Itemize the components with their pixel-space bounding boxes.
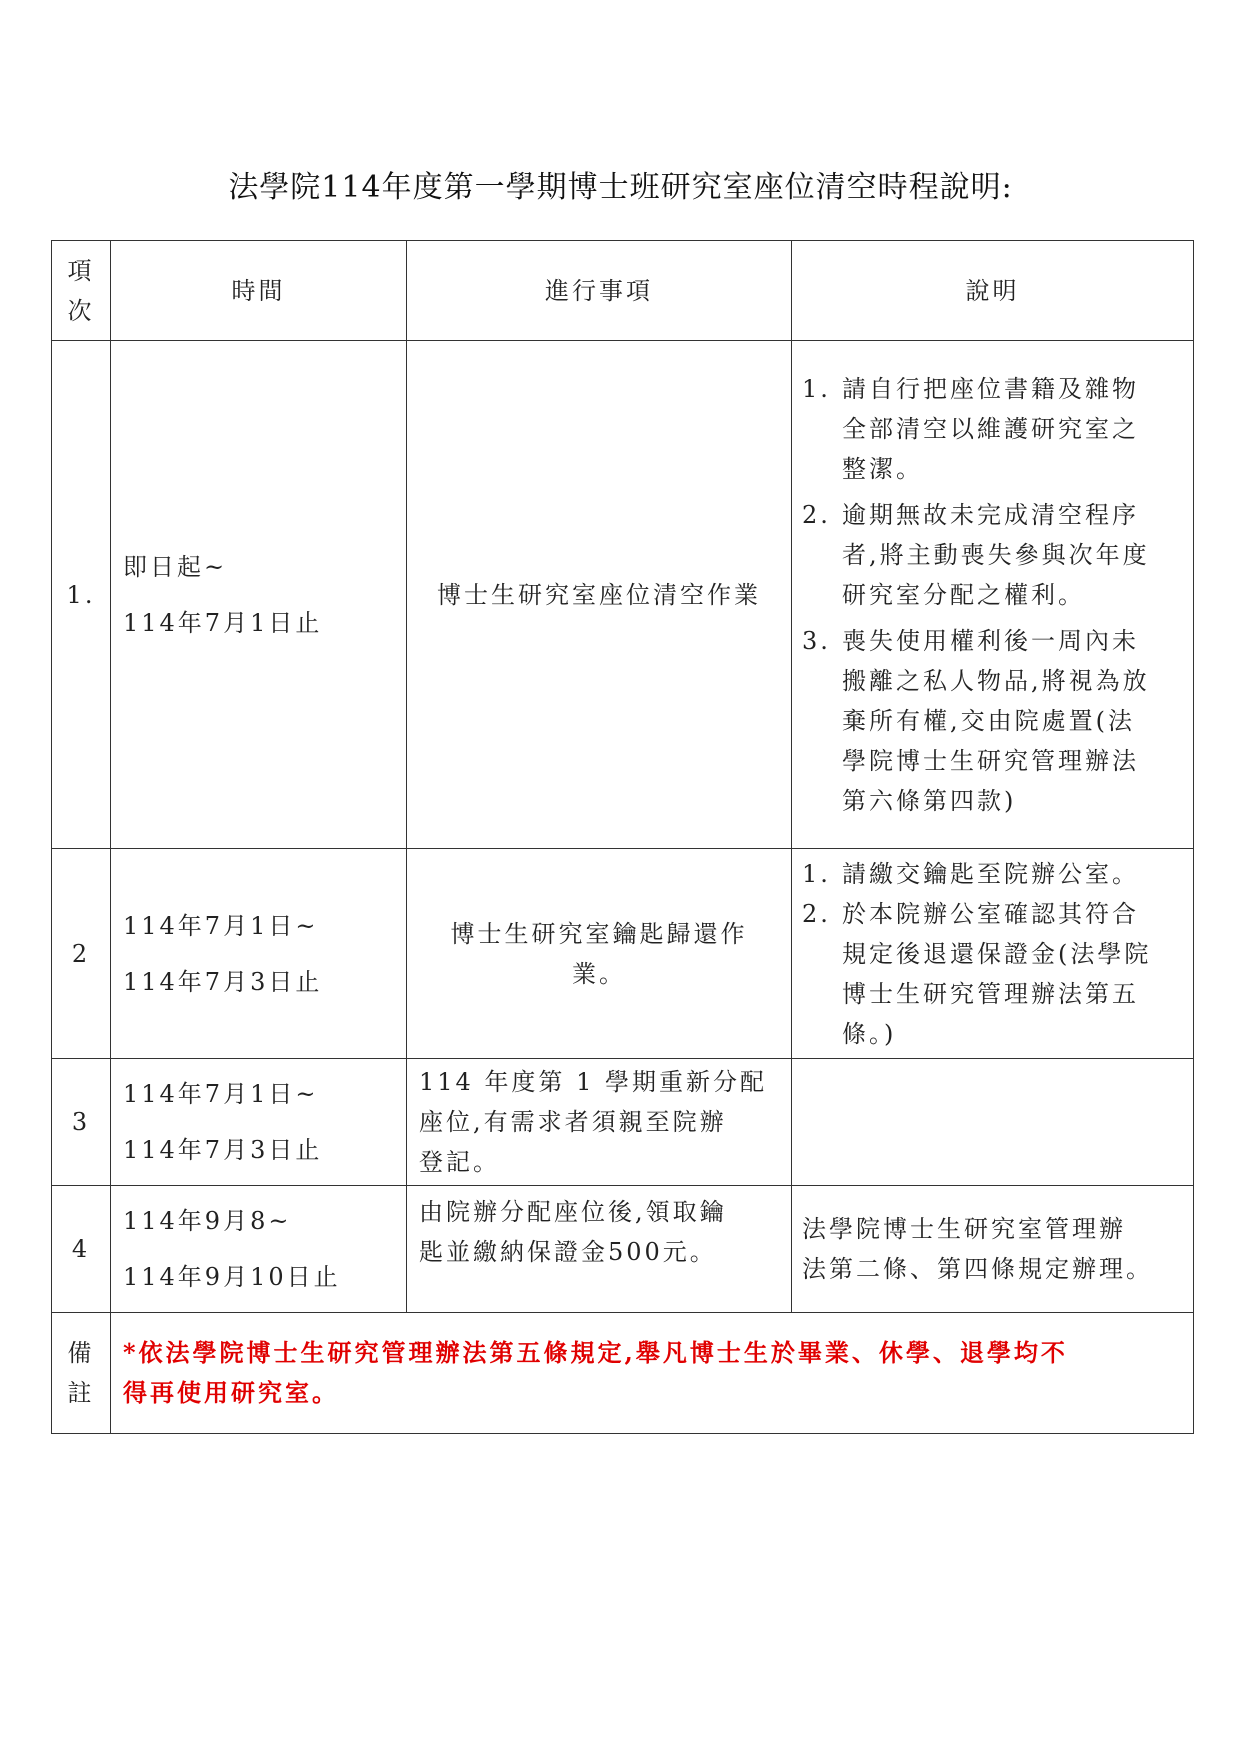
document-title: 法學院114年度第一學期博士班研究室座位清空時程說明: bbox=[228, 170, 1013, 205]
row-task bbox=[407, 1186, 792, 1313]
row-time bbox=[111, 341, 407, 849]
note-number: 1. bbox=[802, 859, 831, 888]
note-line: 請自行把座位書籍及雜物 bbox=[842, 374, 1139, 403]
table-row bbox=[52, 1186, 1194, 1313]
table-header-row bbox=[52, 241, 1194, 341]
table-row bbox=[52, 849, 1194, 1059]
time-start: 114年7月1日~ bbox=[123, 911, 319, 940]
task-line: 114 年度第 1 學期重新分配 bbox=[419, 1068, 767, 1096]
row-no: 1. bbox=[52, 341, 111, 849]
header-time: 時間 bbox=[111, 241, 407, 341]
remark-line: 得再使用研究室。 bbox=[123, 1378, 339, 1407]
note-number: 3. bbox=[802, 626, 831, 655]
note-line: 喪失使用權利後一周內未 bbox=[842, 626, 1139, 655]
task-line: 匙並繳納保證金500元。 bbox=[419, 1238, 717, 1266]
schedule-table bbox=[51, 240, 1194, 1434]
header-no-char-1: 項 bbox=[67, 256, 95, 285]
time-end: 114年7月3日止 bbox=[123, 1136, 323, 1164]
row-no: 4 bbox=[52, 1186, 111, 1313]
note-number: 1. bbox=[802, 374, 831, 403]
note-line: 逾期無故未完成清空程序 bbox=[842, 500, 1139, 529]
row-task bbox=[407, 1059, 792, 1186]
note-item bbox=[802, 894, 1183, 1054]
remark-label bbox=[52, 1313, 111, 1434]
notes-list bbox=[802, 369, 1183, 821]
time-start: 即日起~ bbox=[123, 552, 228, 581]
note-line: 法第二條、第四條規定辦理。 bbox=[802, 1255, 1153, 1283]
task-line: 座位,有需求者須親至院辦 bbox=[419, 1108, 727, 1136]
remark-row bbox=[52, 1313, 1194, 1434]
time-end: 114年7月3日止 bbox=[123, 967, 323, 996]
row-notes bbox=[792, 1059, 1194, 1186]
task-line: 登記。 bbox=[419, 1148, 500, 1176]
remark-label-char-2: 註 bbox=[67, 1379, 95, 1407]
note-item bbox=[802, 369, 1183, 489]
remark-text bbox=[111, 1313, 1194, 1434]
note-line: 棄所有權,交由院處置(法 bbox=[842, 706, 1135, 735]
time-end: 114年9月10日止 bbox=[123, 1263, 341, 1291]
row-notes bbox=[792, 1186, 1194, 1313]
note-line: 規定後退還保證金(法學院 bbox=[842, 939, 1152, 968]
note-item bbox=[802, 495, 1183, 615]
row-time bbox=[111, 1186, 407, 1313]
row-no: 3 bbox=[52, 1059, 111, 1186]
note-line: 條。) bbox=[842, 1019, 897, 1048]
table-row bbox=[52, 341, 1194, 849]
remark-line: *依法學院博士生研究管理辦法第五條規定,舉凡博士生於畢業、休學、退學均不 bbox=[123, 1338, 1068, 1367]
row-time bbox=[111, 1059, 407, 1186]
row-time bbox=[111, 849, 407, 1059]
notes-list bbox=[802, 854, 1183, 1054]
header-note: 說明 bbox=[792, 241, 1194, 341]
note-line: 搬離之私人物品,將視為放 bbox=[842, 666, 1150, 695]
note-number: 2. bbox=[802, 899, 831, 928]
note-line: 研究室分配之權利。 bbox=[842, 580, 1085, 609]
note-item bbox=[802, 621, 1183, 821]
note-line: 博士生研究管理辦法第五 bbox=[842, 979, 1139, 1008]
note-number: 2. bbox=[802, 500, 831, 529]
note-line: 第六條第四款) bbox=[842, 786, 1017, 815]
header-no bbox=[52, 241, 111, 341]
task-line: 博士生研究室鑰匙歸還作 bbox=[450, 919, 748, 948]
task-line: 由院辦分配座位後,領取鑰 bbox=[419, 1198, 727, 1226]
row-no: 2 bbox=[52, 849, 111, 1059]
time-start: 114年7月1日~ bbox=[123, 1080, 319, 1108]
note-line: 整潔。 bbox=[842, 454, 923, 483]
row-task bbox=[407, 849, 792, 1059]
time-end: 114年7月1日止 bbox=[123, 608, 323, 637]
row-notes bbox=[792, 849, 1194, 1059]
note-line: 全部清空以維護研究室之 bbox=[842, 414, 1139, 443]
note-line: 學院博士生研究管理辦法 bbox=[842, 746, 1139, 775]
task-line: 博士生研究室座位清空作業 bbox=[437, 580, 761, 609]
note-line: 於本院辦公室確認其符合 bbox=[842, 899, 1139, 928]
time-start: 114年9月8~ bbox=[123, 1207, 292, 1235]
note-item bbox=[802, 854, 1183, 894]
header-no-char-2: 次 bbox=[67, 296, 95, 325]
row-notes bbox=[792, 341, 1194, 849]
note-line: 法學院博士生研究室管理辦 bbox=[802, 1215, 1126, 1243]
note-line: 者,將主動喪失參與次年度 bbox=[842, 540, 1150, 569]
header-task: 進行事項 bbox=[407, 241, 792, 341]
task-line: 業。 bbox=[572, 959, 626, 988]
row-task bbox=[407, 341, 792, 849]
remark-label-char-1: 備 bbox=[67, 1339, 95, 1367]
note-line: 請繳交鑰匙至院辦公室。 bbox=[842, 859, 1139, 888]
table-row bbox=[52, 1059, 1194, 1186]
